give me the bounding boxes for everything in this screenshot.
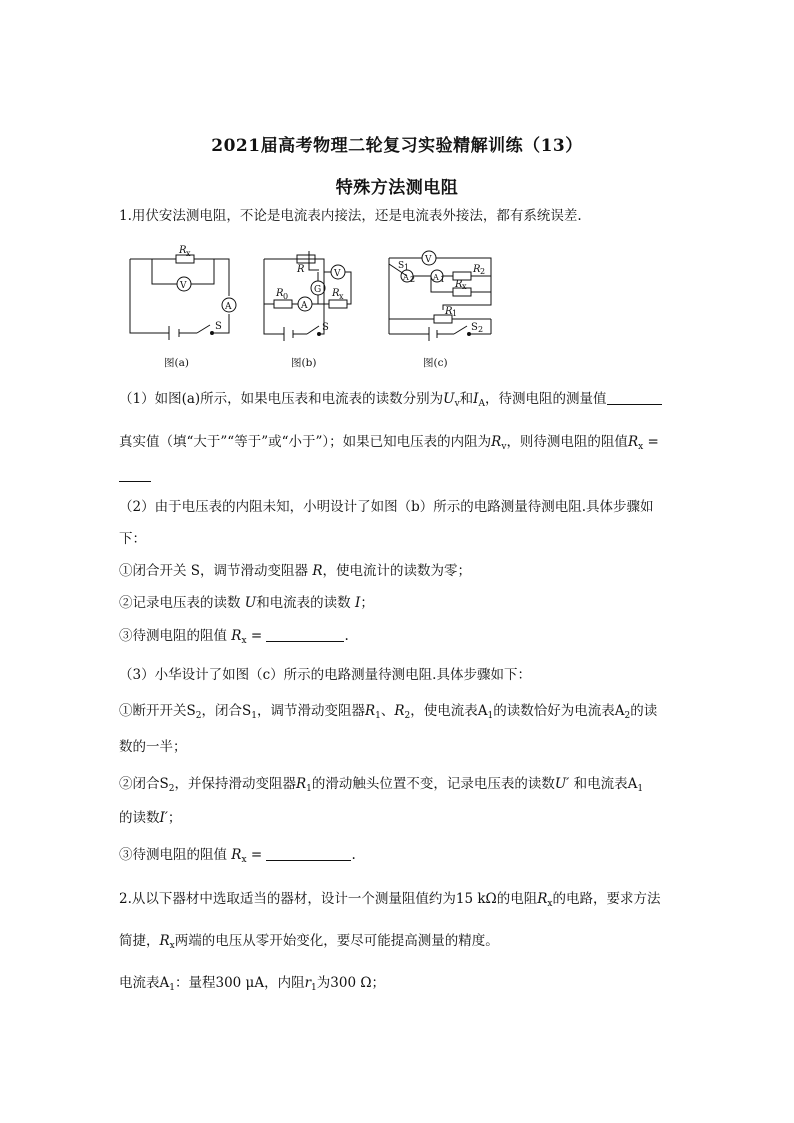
svg-text:R: R (445, 306, 453, 317)
svg-text:A: A (301, 301, 308, 311)
svg-text:1: 1 (440, 275, 446, 284)
svg-text:G: G (314, 285, 322, 295)
question-1-intro: 1.用伏安法测电阻，不论是电流表内接法，还是电流表外接法，都有系统误差. (119, 208, 582, 224)
page-title: 2021届高考物理二轮复习实验精解训练（13） (211, 136, 583, 156)
svg-text:A: A (225, 302, 232, 312)
svg-text:2: 2 (478, 325, 484, 334)
q1-part3-line1: （3）小华设计了如图（c）所示的电路测量待测电阻.具体步骤如下： (119, 667, 531, 683)
caption-a: 图(a) (164, 357, 189, 369)
svg-text:2: 2 (410, 275, 416, 284)
resistor-rx-a (176, 255, 194, 263)
svg-text:x: x (462, 282, 467, 291)
q1-part3-step1: ①断开开关$S_2$，闭合$S_1$，调节滑动变阻器$R_1$、$R_2$，使电流表$A_1$的读数恰好为电流表$A_2$的读 (119, 703, 658, 721)
answer-blank[interactable] (607, 390, 662, 405)
question-2-line2: 简捷，$R_x$两端的电压从零开始变化，要尽可能提高测量的精度。 (119, 933, 499, 951)
resistor-rx-b (329, 300, 347, 308)
resistor-r0-b (274, 300, 292, 308)
svg-text:S: S (398, 261, 405, 271)
svg-text:1: 1 (452, 309, 458, 318)
svg-text:V: V (180, 281, 187, 291)
svg-text:x: x (186, 249, 191, 258)
svg-text:A: A (403, 273, 409, 282)
answer-blank[interactable] (119, 467, 151, 482)
question-2-line1: 2.从以下器材中选取适当的器材，设计一个测量阻值约为15 kΩ的电阻$R_x$的电路，要求方法 (119, 891, 661, 909)
svg-text:S: S (322, 322, 329, 333)
q1-part1-line3 (119, 466, 151, 486)
q1-part3-step2-cont: 的读数I′； (119, 810, 182, 826)
svg-text:R: R (276, 288, 284, 299)
svg-text:S: S (471, 322, 478, 333)
svg-text:S: S (215, 321, 222, 332)
svg-text:2: 2 (480, 267, 486, 276)
q1-part2-step2: ②记录电压表的读数 U和电流表的读数 I； (119, 595, 374, 611)
svg-text:R: R (297, 264, 305, 275)
q1-part1-line2: 真实值（填“大于”“等于”或“小于”）；如果已知电压表的内阻为$R_v$，则待测电阻的阻值$R_x$ = (119, 434, 659, 452)
svg-text:R: R (455, 279, 463, 290)
svg-text:R: R (332, 288, 340, 299)
svg-text:A: A (433, 273, 439, 282)
svg-text:1: 1 (404, 263, 410, 272)
q1-part2-step1: ①闭合开关 S，调节滑动变阻器 R，使电流计的读数为零； (119, 563, 472, 579)
q1-part2-line2: 下： (119, 531, 146, 547)
q1-part2-step3: ③待测电阻的阻值 $R_x$ = . (119, 628, 349, 646)
answer-blank[interactable] (266, 627, 344, 642)
q1-part1-line1: （1）如图(a)所示，如果电压表和电流表的读数分别为$U_v$和$I_A$，待测电阻的测量值 (119, 389, 662, 414)
q1-part3-step1-cont: 数的一半； (119, 739, 187, 755)
q1-part3-step2: ②闭合$S_2$，并保持滑动变阻器$R_1$的滑动触头位置不变，记录电压表的读数U′ 和电流表$A_1$ (119, 776, 644, 794)
svg-text:V: V (334, 269, 341, 279)
circuit-diagrams (119, 244, 519, 374)
caption-b: 图(b) (291, 357, 317, 369)
q1-part3-step3: ③待测电阻的阻值 $R_x$ = . (119, 847, 356, 865)
page-subtitle: 特殊方法测电阻 (335, 178, 459, 198)
svg-text:V: V (425, 255, 432, 265)
svg-text:x: x (339, 292, 344, 301)
circuit-figures (119, 244, 519, 374)
q1-part2-line1: （2）由于电压表的内阻未知，小明设计了如图（b）所示的电路测量待测电阻.具体步骤如 (119, 499, 654, 515)
question-2-line3: 电流表$A_1$：量程300 μA，内阻$r_1$为300 Ω； (119, 975, 386, 993)
answer-blank[interactable] (266, 846, 351, 861)
caption-c: 图(c) (423, 357, 448, 369)
svg-text:R: R (179, 245, 187, 256)
svg-text:0: 0 (283, 292, 289, 301)
svg-text:R: R (473, 264, 481, 275)
